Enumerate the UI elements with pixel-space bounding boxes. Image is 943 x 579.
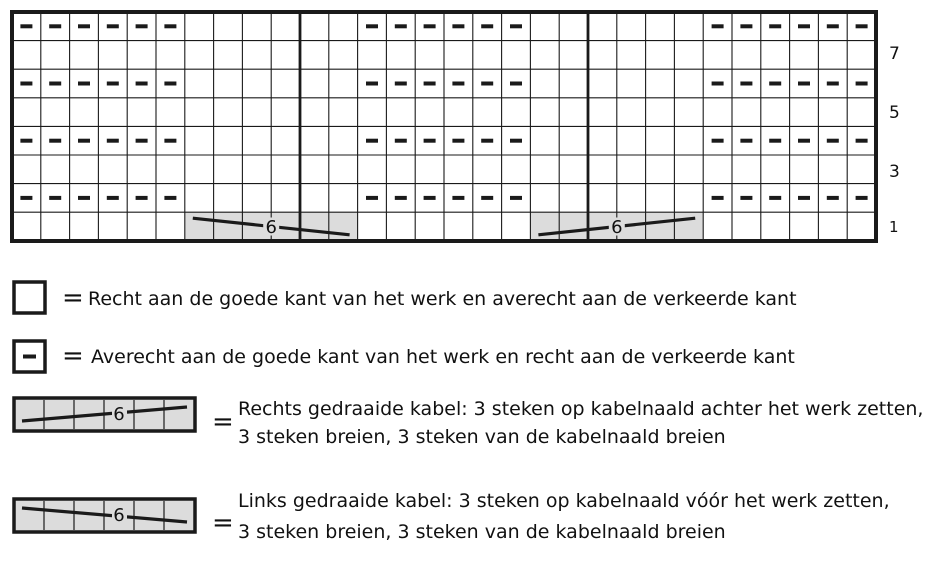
- purl-dash: [20, 82, 32, 86]
- knit-square-icon: [12, 280, 48, 316]
- purl-dash: [136, 196, 148, 200]
- purl-dash: [712, 139, 724, 143]
- legend-knit-text: Recht aan de goede kant van het werk en averecht aan de verkeerde kant: [88, 288, 797, 310]
- purl-dash: [769, 24, 781, 28]
- purl-dash: [452, 196, 464, 200]
- purl-dash: [136, 24, 148, 28]
- purl-dash: [712, 24, 724, 28]
- purl-dash: [740, 82, 752, 86]
- purl-dash: [481, 196, 493, 200]
- purl-dash: [712, 82, 724, 86]
- purl-dash: [164, 139, 176, 143]
- purl-dash: [49, 82, 61, 86]
- purl-dash: [740, 24, 752, 28]
- purl-dash: [424, 24, 436, 28]
- equals-sign: =: [212, 407, 234, 437]
- purl-dash: [395, 196, 407, 200]
- purl-dash: [798, 139, 810, 143]
- purl-dash: [366, 196, 378, 200]
- purl-dash: [798, 196, 810, 200]
- purl-dash: [366, 139, 378, 143]
- equals-sign: =: [62, 283, 84, 313]
- purl-dash: [856, 24, 868, 28]
- purl-dash: [366, 82, 378, 86]
- row-label-3: 3: [889, 162, 900, 182]
- purl-dash: [136, 82, 148, 86]
- legend-left-cable-line2: 3 steken breien, 3 steken van de kabelnaald breien: [238, 521, 726, 543]
- right-cable-icon: [12, 396, 198, 434]
- purl-dash: [510, 139, 522, 143]
- purl-dash: [452, 139, 464, 143]
- purl-dash: [107, 24, 119, 28]
- left-cable-icon-label: 6: [113, 505, 125, 526]
- purl-dash: [136, 139, 148, 143]
- equals-sign: =: [62, 341, 84, 371]
- purl-dash: [510, 196, 522, 200]
- purl-dash: [20, 24, 32, 28]
- purl-dash: [510, 82, 522, 86]
- purl-dash: [510, 24, 522, 28]
- purl-dash: [164, 196, 176, 200]
- purl-dash: [395, 24, 407, 28]
- purl-dash: [20, 196, 32, 200]
- purl-dash: [49, 139, 61, 143]
- purl-dash: [78, 139, 90, 143]
- purl-dash: [78, 82, 90, 86]
- row-label-1: 1: [889, 218, 899, 236]
- right-cable-icon-label: 6: [113, 404, 125, 425]
- legend-right-cable-line2: 3 steken breien, 3 steken van de kabelnaald breien: [238, 426, 726, 448]
- purl-dash: [164, 24, 176, 28]
- purl-dash: [769, 82, 781, 86]
- purl-dash: [827, 24, 839, 28]
- purl-dash: [481, 82, 493, 86]
- purl-dash: [769, 139, 781, 143]
- purl-dash: [107, 82, 119, 86]
- purl-dash: [481, 24, 493, 28]
- purl-dash: [740, 139, 752, 143]
- purl-dash: [49, 196, 61, 200]
- purl-dash: [395, 82, 407, 86]
- purl-dash: [827, 139, 839, 143]
- purl-dash: [452, 82, 464, 86]
- purl-dash: [856, 82, 868, 86]
- equals-sign: =: [212, 508, 234, 538]
- purl-dash: [424, 139, 436, 143]
- purl-dash: [366, 24, 378, 28]
- row-label-7: 7: [889, 44, 900, 64]
- row-label-5: 5: [889, 103, 900, 123]
- cable-label: 6: [611, 217, 623, 238]
- purl-dash: [481, 139, 493, 143]
- purl-dash: [856, 196, 868, 200]
- purl-dash: [20, 139, 32, 143]
- legend-left-cable-line1: Links gedraaide kabel: 3 steken op kabelnaald vóór het werk zetten,: [238, 490, 890, 512]
- purl-dash: [107, 139, 119, 143]
- purl-dash: [78, 24, 90, 28]
- purl-dash: [164, 82, 176, 86]
- purl-dash: [712, 196, 724, 200]
- purl-dash: [107, 196, 119, 200]
- purl-dash: [424, 196, 436, 200]
- purl-dash: [798, 24, 810, 28]
- legend-right-cable-line1: Rechts gedraaide kabel: 3 steken op kabelnaald achter het werk zetten,: [238, 398, 924, 420]
- cable-label: 6: [265, 217, 277, 238]
- purl-dash: [740, 196, 752, 200]
- purl-dash: [827, 82, 839, 86]
- left-cable-icon: [12, 497, 198, 535]
- knitting-chart: [0, 0, 943, 250]
- purl-dash: [452, 24, 464, 28]
- purl-square-icon: [12, 339, 48, 375]
- purl-dash: [395, 139, 407, 143]
- purl-dash: [424, 82, 436, 86]
- purl-dash: [856, 139, 868, 143]
- purl-dash: [798, 82, 810, 86]
- legend-purl-text: Averecht aan de goede kant van het werk en recht aan de verkeerde kant: [91, 346, 795, 368]
- purl-dash: [78, 196, 90, 200]
- purl-dash: [827, 196, 839, 200]
- purl-dash: [769, 196, 781, 200]
- purl-dash: [49, 24, 61, 28]
